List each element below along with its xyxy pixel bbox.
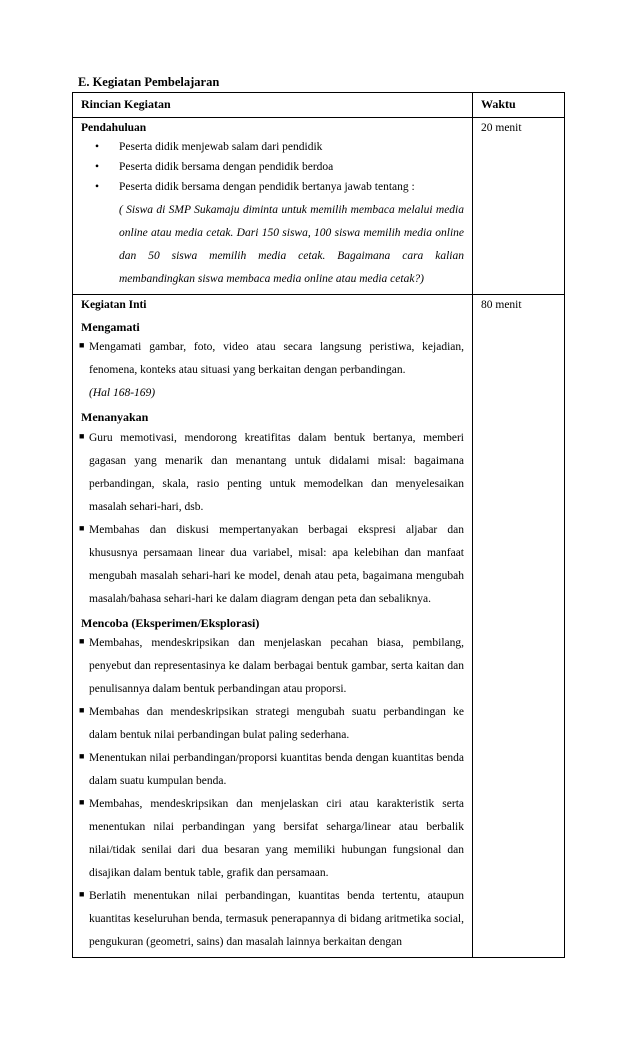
pendahuluan-title: Pendahuluan <box>81 121 147 134</box>
menanyakan-title: Menanyakan <box>81 410 149 425</box>
list-item <box>81 427 464 519</box>
pendahuluan-time: 20 menit <box>473 117 565 294</box>
table-header-row <box>73 93 565 118</box>
square-bullet-icon: ■ <box>79 636 85 647</box>
list-item <box>81 885 464 954</box>
table-row-inti <box>73 294 565 958</box>
pendahuluan-list <box>81 139 464 196</box>
list-item <box>81 159 464 177</box>
list-item <box>81 793 464 885</box>
list-item-text: Peserta didik bersama dengan pendidik bertanya jawab tentang : <box>119 181 415 194</box>
square-bullet-icon: ■ <box>79 522 85 533</box>
pendahuluan-cell <box>73 117 473 294</box>
square-bullet-icon: ■ <box>79 705 85 716</box>
mengamati-page-ref: (Hal 168-169) <box>89 387 156 400</box>
inti-time: 80 menit <box>473 294 565 958</box>
header-activity: Rincian Kegiatan <box>73 93 473 118</box>
section-heading: E. Kegiatan Pembelajaran <box>78 75 220 89</box>
list-item-text: Menentukan nilai perbandingan/proporsi kuantitas benda dengan kuantitas benda dalam suatu kumpulan benda. <box>89 752 464 788</box>
square-bullet-icon: ■ <box>79 751 85 762</box>
list-item <box>81 139 464 157</box>
list-item <box>81 179 464 197</box>
list-item <box>81 519 464 611</box>
list-item <box>81 701 464 747</box>
pendahuluan-note: ( Siswa di SMP Sukamaju diminta untuk memilih membaca melalui media online atau media cetak. Dari 150 siswa, 100 siswa memilih media online dan 50 siswa memilih media cetak. Bagaimana cara kalian membandingkan siswa membaca media online atau media cetak?) <box>119 203 464 285</box>
bullet-icon: • <box>95 141 100 154</box>
inti-title: Kegiatan Inti <box>81 298 147 311</box>
square-bullet-icon: ■ <box>79 430 85 441</box>
activity-table <box>72 92 565 958</box>
menanyakan-list <box>81 427 464 611</box>
list-item-text: Membahas dan mendeskripsikan strategi mengubah suatu perbandingan ke dalam bentuk nilai perbandingan bulat paling sederhana. <box>89 706 464 742</box>
table-row-pendahuluan <box>73 117 565 294</box>
list-item-text: Mengamati gambar, foto, video atau secara langsung peristiwa, kejadian, fenomena, konteks atau situasi yang berkaitan dengan perbandingan. <box>89 341 464 377</box>
bullet-icon: • <box>95 181 100 194</box>
list-item-text: Membahas, mendeskripsikan dan menjelaskan ciri atau karakteristik serta menentukan nilai perbandingan yang bersifat seharga/linear atau berbalik nilai/tidak senilai dari dua besaran yang memiliki hubungan fungsional dan disajikan dalam bentuk table, grafik dan persamaan. <box>89 798 464 880</box>
list-item-text: Berlatih menentukan nilai perbandingan, kuantitas benda tertentu, ataupun kuantitas keseluruhan benda, termasuk penerapannya di bidang aritmetika social, pengukuran (geometri, sains) dan masalah lainnya berkaitan dengan <box>89 890 464 949</box>
list-item <box>81 747 464 793</box>
list-item <box>81 632 464 701</box>
mengamati-title: Mengamati <box>81 319 140 334</box>
list-item-text: Membahas, mendeskripsikan dan menjelaskan pecahan biasa, pembilang, penyebut dan representasinya ke dalam berbagai bentuk gambar, serta kaitan dan penulisannya dalam bentuk perbandingan atau proporsi. <box>89 637 464 696</box>
list-item-text: Guru memotivasi, mendorong kreatifitas dalam bentuk bertanya, memberi gagasan yang menarik dan menantang untuk didalami misal: bagaimana perbandingan, skala, rasio penting untuk memodelkan dan menyelesaikan masalah sehari-hari, dsb. <box>89 431 464 513</box>
header-time: Waktu <box>473 93 565 118</box>
square-bullet-icon: ■ <box>79 889 85 900</box>
list-item-text: Peserta didik menjewab salam dari pendidik <box>119 141 323 154</box>
list-item-text: Membahas dan diskusi mempertanyakan berbagai ekspresi aljabar dan khususnya persamaan linear dua variabel, misal: apa kelebihan dan manfaat mengubah masalah sehari-hari ke model, denah atau peta, bagaimana mengubah masalah/bahasa sehari-hari ke dalam diagram dengan peta dan sebaliknya. <box>89 523 464 605</box>
mencoba-title: Mencoba (Eksperimen/Eksplorasi) <box>81 615 260 630</box>
inti-cell <box>73 294 473 958</box>
list-item <box>81 336 464 382</box>
square-bullet-icon: ■ <box>79 340 85 351</box>
bullet-icon: • <box>95 161 100 174</box>
square-bullet-icon: ■ <box>79 797 85 808</box>
mencoba-list <box>81 632 464 954</box>
list-item-text: Peserta didik bersama dengan pendidik berdoa <box>119 161 334 174</box>
mengamati-list <box>81 336 464 382</box>
